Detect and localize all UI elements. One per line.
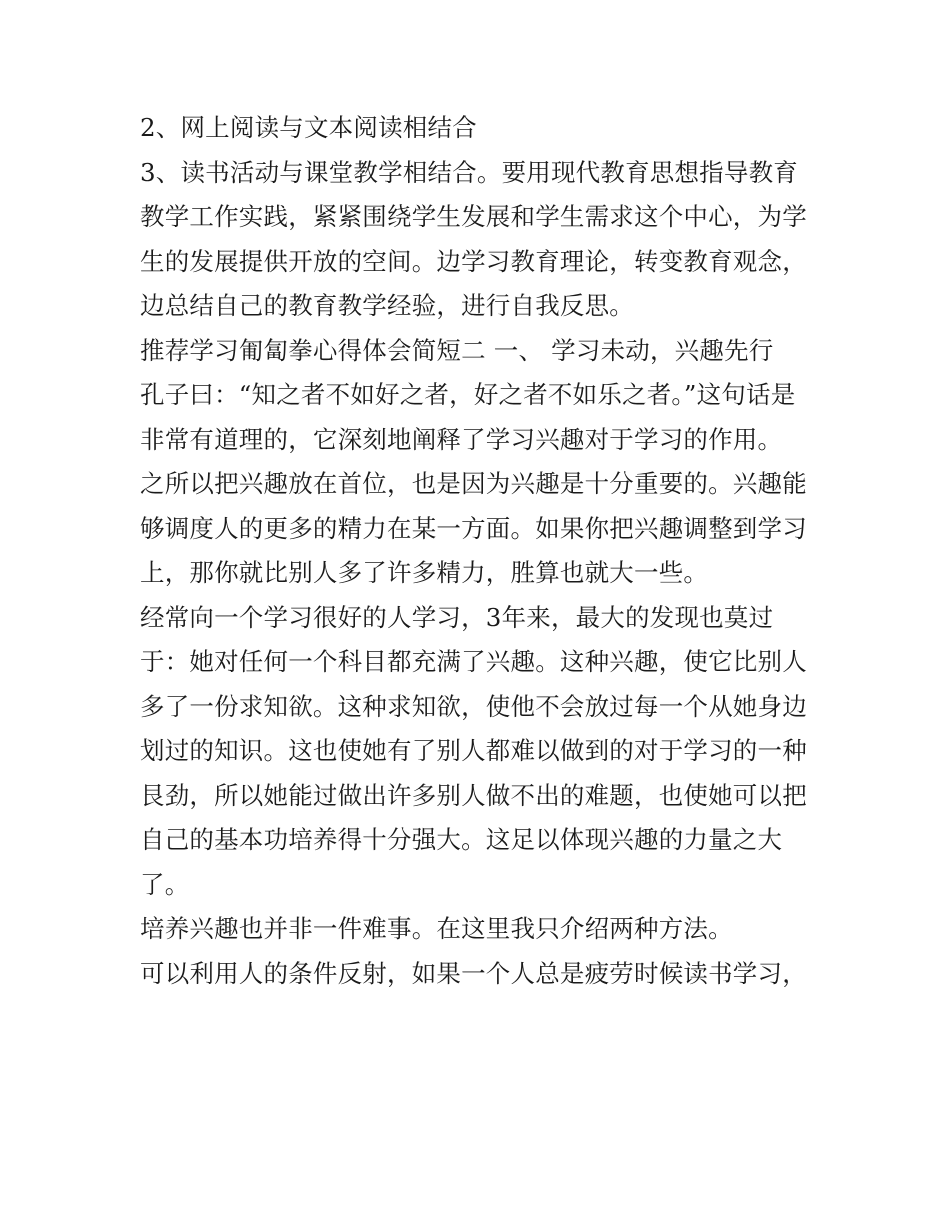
text-line: 够调度人的更多的精力在某一方面。如果你把兴趣调整到学习 <box>140 513 807 543</box>
text-line: 非常有道理的，它深刻地阐释了学习兴趣对于学习的作用。 <box>140 424 783 454</box>
text-line: 艮劲，所以她能过做出许多别人做不出的难题，也使她可以把 <box>140 780 807 810</box>
text-line: 培养兴趣也并非一件难事。在这里我只介绍两种方法。 <box>140 914 733 943</box>
text-line: 3、读书活动与课堂教学相结合。要用现代教育思想指导教育 <box>140 157 798 187</box>
text-line: 生的发展提供开放的空间。边学习教育理论，转变教育观念， <box>140 246 807 276</box>
text-line: 之所以把兴趣放在首位，也是因为兴趣是十分重要的。兴趣能 <box>140 469 807 498</box>
text-line: 边总结自己的教育教学经验，进行自我反思。 <box>140 291 634 320</box>
text-line: 教学工作实践，紧紧围绕学生发展和学生需求这个中心，为学 <box>140 202 807 231</box>
text-line: 划过的知识。这也使她有了别人都难以做到的对于学习的一种 <box>140 736 807 765</box>
text-line: 于：她对任何一个科目都充满了兴趣。这种兴趣，使它比别人 <box>140 647 807 676</box>
text-line: 可以利用人的条件反射，如果一个人总是疲劳时候读书学习， <box>140 958 807 988</box>
text-line: 经常向一个学习很好的人学习，3年来，最大的发现也莫过 <box>140 602 774 632</box>
text-line: 2、网上阅读与文本阅读相结合 <box>140 113 477 142</box>
text-line: 多了一份求知欲。这种求知欲，使他不会放过每一个从她身边 <box>140 691 807 721</box>
text-line: 上，那你就比别人多了许多精力，胜算也就大一些。 <box>140 558 709 587</box>
text-line: 孔子曰：“知之者不如好之者，好之者不如乐之者。”这句话是 <box>140 380 796 409</box>
text-line: 了。 <box>140 869 190 899</box>
text-line: 推荐学习匍匐拳心得体会简短二 一、 学习未动，兴趣先行 <box>140 335 774 365</box>
text-line: 自己的基本功培养得十分强大。这足以体现兴趣的力量之大 <box>140 825 783 854</box>
document-body <box>140 106 820 996</box>
